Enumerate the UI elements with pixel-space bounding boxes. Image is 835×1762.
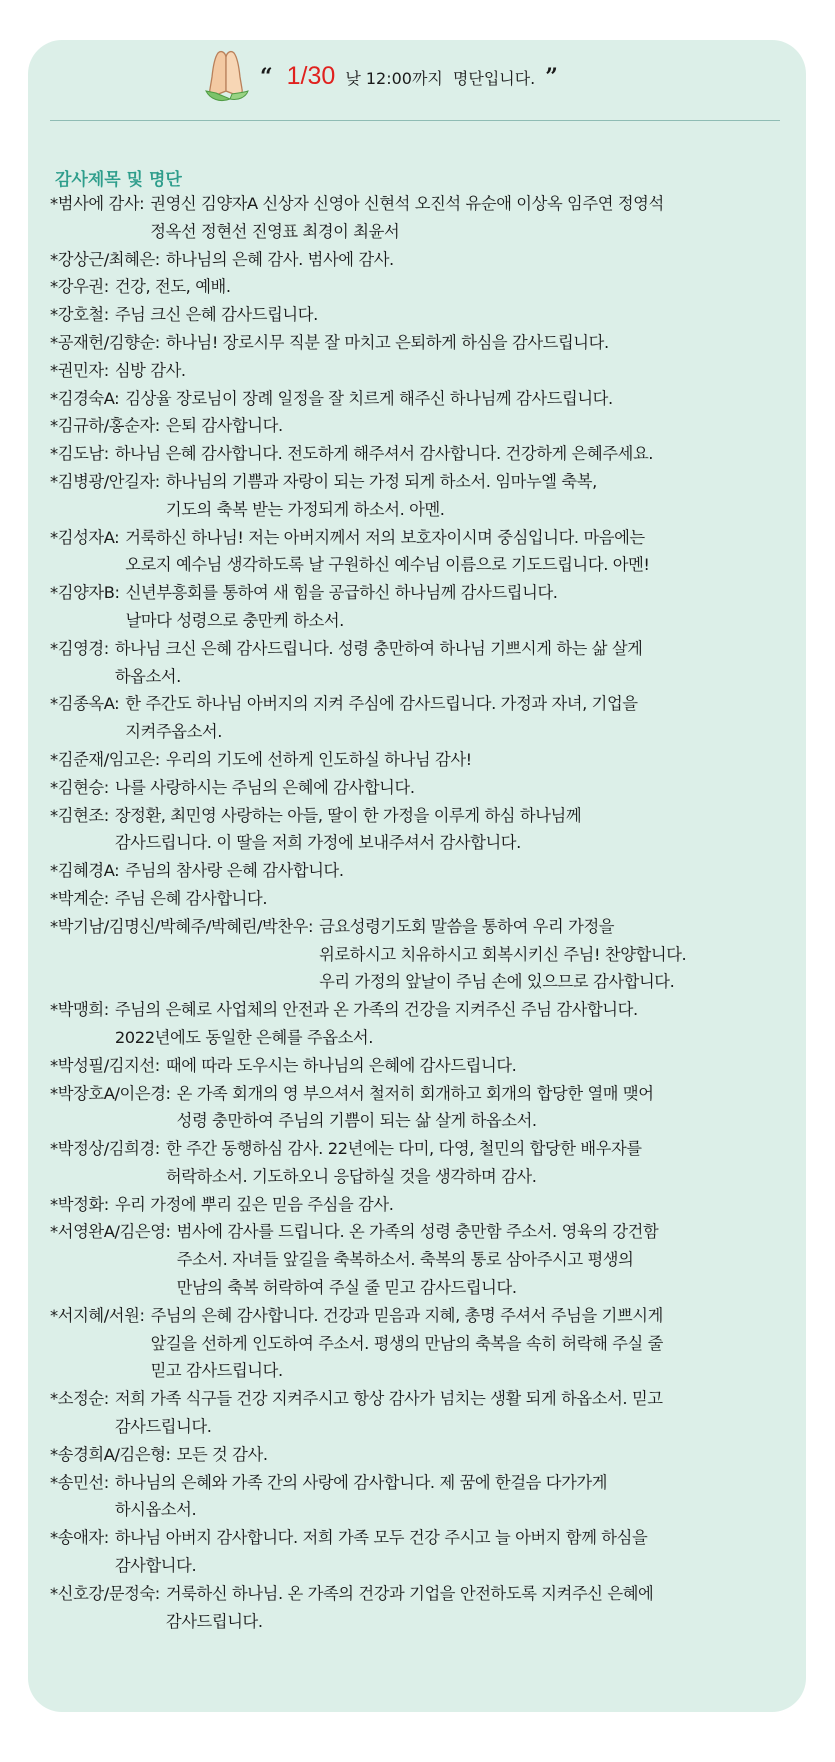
entry-name: *공재헌/김향순: bbox=[50, 332, 160, 352]
entry-text: 금요성령기도회 말씀을 통하여 우리 가정을 위로하시고 치유하시고 회복시키신 주님! 찬양합니다. 우리 가정의 앞날이 주님 손에 있으므로 감사합니다. bbox=[319, 916, 687, 992]
entry-text: 하나님의 기쁨과 자랑이 되는 가정 되게 하소서. 임마누엘 축복, 기도의 축복 받는 가정되게 하소서. 아멘. bbox=[165, 471, 597, 519]
entry-name: *강호철: bbox=[50, 305, 109, 325]
entry-text: 은퇴 감사합니다. bbox=[165, 416, 283, 436]
entry-text: 우리 가정에 뿌리 깊은 믿음 주심을 감사. bbox=[114, 1194, 394, 1214]
prayer-entry bbox=[50, 885, 800, 913]
entry-name: *박장호A/이은경: bbox=[50, 1083, 171, 1103]
entry-text: 하나님의 은혜 감사. 범사에 감사. bbox=[165, 249, 394, 269]
prayer-entry bbox=[50, 1080, 800, 1136]
prayer-entry bbox=[50, 357, 800, 385]
entry-name: *김현승: bbox=[50, 777, 109, 797]
prayer-entry bbox=[50, 1135, 800, 1191]
prayer-entry bbox=[50, 273, 800, 301]
entry-name: *김병광/안길자: bbox=[50, 471, 160, 491]
entry-list bbox=[50, 190, 800, 1635]
prayer-entry bbox=[50, 857, 800, 885]
entry-text: 주님 은혜 감사합니다. bbox=[114, 888, 268, 908]
entry-text: 주님의 참사랑 은혜 감사합니다. bbox=[125, 861, 344, 881]
entry-name: *박맹희: bbox=[50, 1000, 109, 1020]
entry-name: *김성자A: bbox=[50, 527, 120, 547]
entry-text: 온 가족 회개의 영 부으셔서 철저히 회개하고 회개의 합당한 열매 맺어 성령 충만하여 주님의 기쁨이 되는 삶 살게 하옵소서. bbox=[176, 1083, 654, 1131]
prayer-entry bbox=[50, 1385, 800, 1441]
entry-name: *송민선: bbox=[50, 1472, 109, 1492]
divider bbox=[50, 120, 780, 121]
entry-text: 신년부흥회를 통하여 새 힘을 공급하신 하나님께 감사드립니다. 날마다 성령으로 충만케 하소서. bbox=[125, 583, 558, 630]
entry-name: *서영완A/김은영: bbox=[50, 1222, 171, 1242]
entry-name: *김양자B: bbox=[50, 583, 120, 603]
deadline-notice bbox=[260, 62, 558, 91]
prayer-entry bbox=[50, 1580, 800, 1636]
prayer-entry bbox=[50, 246, 800, 274]
entry-name: *김혜경A: bbox=[50, 861, 120, 881]
prayer-entry bbox=[50, 579, 800, 635]
prayer-entry bbox=[50, 1469, 800, 1525]
prayer-entry bbox=[50, 1302, 800, 1385]
prayer-entry bbox=[50, 524, 800, 580]
prayer-entry bbox=[50, 802, 800, 858]
entry-text: 하나님 크신 은혜 감사드립니다. 성령 충만하여 하나님 기쁘시게 하는 삶 살게 하옵소서. bbox=[114, 638, 643, 686]
entry-name: *김규하/홍순자: bbox=[50, 416, 160, 436]
entry-name: *김영경: bbox=[50, 638, 109, 658]
prayer-entry bbox=[50, 1052, 800, 1080]
prayer-entry bbox=[50, 440, 800, 468]
entry-text: 주님의 은혜 감사합니다. 건강과 믿음과 지혜, 총명 주셔서 주님을 기쁘시게 앞길을 선하게 인도하여 주소서. 평생의 만남의 축복을 속히 허락해 주실 줄 믿고 감사드립니다. bbox=[150, 1305, 663, 1381]
prayer-entry bbox=[50, 1191, 800, 1219]
prayer-entry bbox=[50, 1441, 800, 1469]
prayer-entry bbox=[50, 996, 800, 1052]
deadline-time: 낮 12:00까지 bbox=[345, 69, 443, 88]
entry-text: 나를 사랑하시는 주님의 은혜에 감사합니다. bbox=[114, 777, 415, 797]
entry-text: 하나님의 은혜와 가족 간의 사랑에 감사합니다. 제 꿈에 한걸음 다가가게 하시옵소서. bbox=[114, 1472, 608, 1520]
entry-text: 한 주간 동행하심 감사. 22년에는 다미, 다영, 철민의 합당한 배우자를 허락하소서. 기도하오니 응답하실 것을 생각하며 감사. bbox=[165, 1139, 642, 1186]
prayer-entry bbox=[50, 468, 800, 524]
praying-hands-icon bbox=[196, 47, 254, 105]
entry-text: 거룩하신 하나님. 온 가족의 건강과 기업을 안전하도록 지켜주신 은혜에 감사드립니다. bbox=[165, 1583, 654, 1631]
section-title: 감사제목 및 명단 bbox=[55, 170, 182, 190]
entry-text: 한 주간도 하나님 아버지의 지켜 주심에 감사드립니다. 가정과 자녀, 기업을 지켜주옵소서. bbox=[125, 694, 638, 742]
entry-text: 하나님 은혜 감사합니다. 전도하게 해주셔서 감사합니다. 건강하게 은혜주세요. bbox=[114, 444, 654, 464]
entry-text: 건강, 전도, 예배. bbox=[114, 277, 231, 297]
entry-text: 김상율 장로님이 장례 일정을 잘 치르게 해주신 하나님께 감사드립니다. bbox=[125, 388, 613, 408]
prayer-entry bbox=[50, 190, 800, 246]
entry-name: *김경숙A: bbox=[50, 388, 120, 408]
prayer-entry bbox=[50, 385, 800, 413]
entry-text: 주님 크신 은혜 감사드립니다. bbox=[114, 305, 318, 325]
entry-text: 하나님 아버지 감사합니다. 저희 가족 모두 건강 주시고 늘 아버지 함께 하심을 감사합니다. bbox=[114, 1528, 648, 1576]
entry-text: 장정환, 최민영 사랑하는 아들, 딸이 한 가정을 이루게 하심 하나님께 감사드립니다. 이 딸을 저희 가정에 보내주셔서 감사합니다. bbox=[114, 805, 582, 853]
prayer-entry bbox=[50, 1218, 800, 1301]
entry-name: *김도남: bbox=[50, 444, 109, 464]
deadline-text: 명단입니다. bbox=[452, 69, 536, 88]
entry-name: *송경희A/김은형: bbox=[50, 1444, 171, 1464]
deadline-date: 1/30 bbox=[286, 62, 336, 90]
prayer-entry bbox=[50, 635, 800, 691]
entry-text: 우리의 기도에 선하게 인도하실 하나님 감사! bbox=[165, 749, 472, 769]
prayer-entry bbox=[50, 1524, 800, 1580]
entry-name: *신호강/문정숙: bbox=[50, 1583, 160, 1603]
entry-text: 범사에 감사를 드립니다. 온 가족의 성령 충만함 주소서. 영육의 강건함 주소서. 자녀들 앞길을 축복하소서. 축복의 통로 삼아주시고 평생의 만남의 축복 허락하여 주실 줄 믿고 감사드립니다. bbox=[176, 1222, 659, 1298]
entry-name: *김준재/임고은: bbox=[50, 749, 160, 769]
entry-text: 심방 감사. bbox=[114, 360, 186, 380]
entry-name: *박기남/김명신/박혜주/박혜린/박찬우: bbox=[50, 916, 314, 936]
close-quote: ” bbox=[545, 64, 558, 90]
prayer-entry bbox=[50, 690, 800, 746]
prayer-entry bbox=[50, 301, 800, 329]
entry-name: *강상근/최혜은: bbox=[50, 249, 160, 269]
entry-name: *박계순: bbox=[50, 888, 109, 908]
prayer-entry bbox=[50, 329, 800, 357]
prayer-card bbox=[28, 40, 806, 1712]
entry-text: 거룩하신 하나님! 저는 아버지께서 저의 보호자이시며 중심입니다. 마음에는 오로지 예수님 생각하도록 날 구원하신 예수님 이름으로 기도드립니다. 아멘! bbox=[125, 527, 650, 575]
entry-name: *박정상/김희경: bbox=[50, 1139, 160, 1159]
entry-name: *권민자: bbox=[50, 360, 109, 380]
entry-text: 때에 따라 도우시는 하나님의 은혜에 감사드립니다. bbox=[165, 1055, 517, 1075]
entry-text: 권영신 김양자A 신상자 신영아 신현석 오진석 유순애 이상옥 임주연 정영석 정옥선 정현선 진영표 최경이 최윤서 bbox=[150, 194, 664, 241]
entry-name: *박성필/김지선: bbox=[50, 1055, 160, 1075]
header bbox=[28, 40, 806, 120]
prayer-entry bbox=[50, 412, 800, 440]
entry-name: *강우권: bbox=[50, 277, 109, 297]
entry-name: *김종옥A: bbox=[50, 694, 120, 714]
entry-name: *송애자: bbox=[50, 1528, 109, 1548]
prayer-entry bbox=[50, 746, 800, 774]
prayer-entry bbox=[50, 913, 800, 996]
entry-text: 저희 가족 식구들 건강 지켜주시고 항상 감사가 넘치는 생활 되게 하옵소서. 믿고 감사드립니다. bbox=[114, 1389, 663, 1437]
entry-name: *박정화: bbox=[50, 1194, 109, 1214]
entry-name: *김현조: bbox=[50, 805, 109, 825]
entry-name: *소정순: bbox=[50, 1389, 109, 1409]
entry-text: 모든 것 감사. bbox=[176, 1444, 268, 1464]
entry-text: 하나님! 장로시무 직분 잘 마치고 은퇴하게 하심을 감사드립니다. bbox=[165, 332, 609, 352]
entry-name: *서지혜/서원: bbox=[50, 1305, 145, 1325]
open-quote: “ bbox=[260, 64, 273, 90]
entry-text: 주님의 은혜로 사업체의 안전과 온 가족의 건강을 지켜주신 주님 감사합니다. 2022년에도 동일한 은혜를 주옵소서. bbox=[114, 1000, 638, 1047]
prayer-entry bbox=[50, 774, 800, 802]
entry-name: *범사에 감사: bbox=[50, 194, 145, 213]
